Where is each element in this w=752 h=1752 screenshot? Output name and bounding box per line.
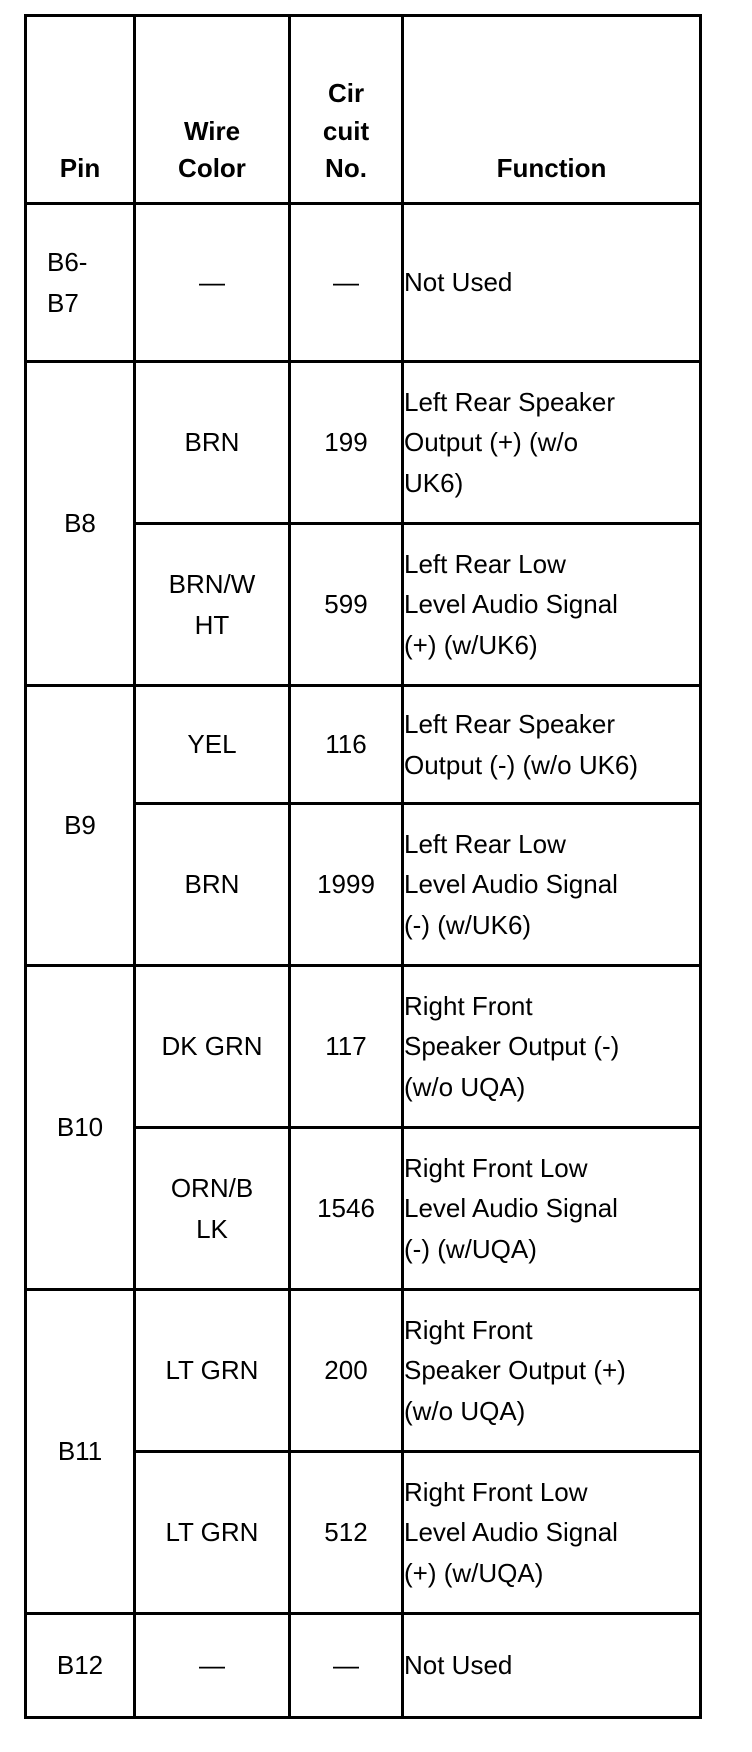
circuit-no-cell: 117 — [290, 966, 403, 1128]
circuit-no-cell: — — [290, 204, 403, 362]
function-cell: Right Front Low Level Audio Signal (-) (w/UQA) — [403, 1128, 701, 1290]
header-wire-color: Wire Color — [135, 16, 290, 204]
pin-cell: B10 — [26, 966, 135, 1290]
pin-cell: B12 — [26, 1614, 135, 1718]
pin-cell: B11 — [26, 1290, 135, 1614]
function-cell: Left Rear Speaker Output (-) (w/o UK6) — [403, 686, 701, 804]
table-row — [26, 966, 701, 1128]
wire-color-cell: ORN/B LK — [135, 1128, 290, 1290]
pin-table — [24, 14, 702, 1719]
header-function: Function — [403, 16, 701, 204]
wire-color-cell: BRN — [135, 804, 290, 966]
wire-color-cell: LT GRN — [135, 1452, 290, 1614]
circuit-no-cell: 1546 — [290, 1128, 403, 1290]
function-cell: Left Rear Low Level Audio Signal (+) (w/UK6) — [403, 524, 701, 686]
function-cell: Right Front Low Level Audio Signal (+) (w/UQA) — [403, 1452, 701, 1614]
circuit-no-cell: 512 — [290, 1452, 403, 1614]
wire-color-cell: — — [135, 204, 290, 362]
wire-color-cell: — — [135, 1614, 290, 1718]
circuit-no-cell: 199 — [290, 362, 403, 524]
header-circuit-no: Cir cuit No. — [290, 16, 403, 204]
wire-color-cell: LT GRN — [135, 1290, 290, 1452]
function-cell: Right Front Speaker Output (+) (w/o UQA) — [403, 1290, 701, 1452]
circuit-no-cell: 1999 — [290, 804, 403, 966]
circuit-no-cell: — — [290, 1614, 403, 1718]
table-row — [26, 204, 701, 362]
pin-cell: B9 — [26, 686, 135, 966]
function-cell: Right Front Speaker Output (-) (w/o UQA) — [403, 966, 701, 1128]
function-cell: Left Rear Speaker Output (+) (w/o UK6) — [403, 362, 701, 524]
header-pin: Pin — [26, 16, 135, 204]
function-cell: Not Used — [403, 1614, 701, 1718]
circuit-no-cell: 599 — [290, 524, 403, 686]
pin-cell: B8 — [26, 362, 135, 686]
table-row — [26, 1614, 701, 1718]
table-row — [26, 686, 701, 804]
wire-color-cell: DK GRN — [135, 966, 290, 1128]
table-row — [26, 362, 701, 524]
header-row — [26, 16, 701, 204]
circuit-no-cell: 200 — [290, 1290, 403, 1452]
circuit-no-cell: 116 — [290, 686, 403, 804]
wire-color-cell: BRN — [135, 362, 290, 524]
function-cell: Not Used — [403, 204, 701, 362]
table-row — [26, 1290, 701, 1452]
pin-cell: B6- B7 — [26, 204, 135, 362]
function-cell: Left Rear Low Level Audio Signal (-) (w/UK6) — [403, 804, 701, 966]
wire-color-cell: YEL — [135, 686, 290, 804]
wire-color-cell: BRN/W HT — [135, 524, 290, 686]
